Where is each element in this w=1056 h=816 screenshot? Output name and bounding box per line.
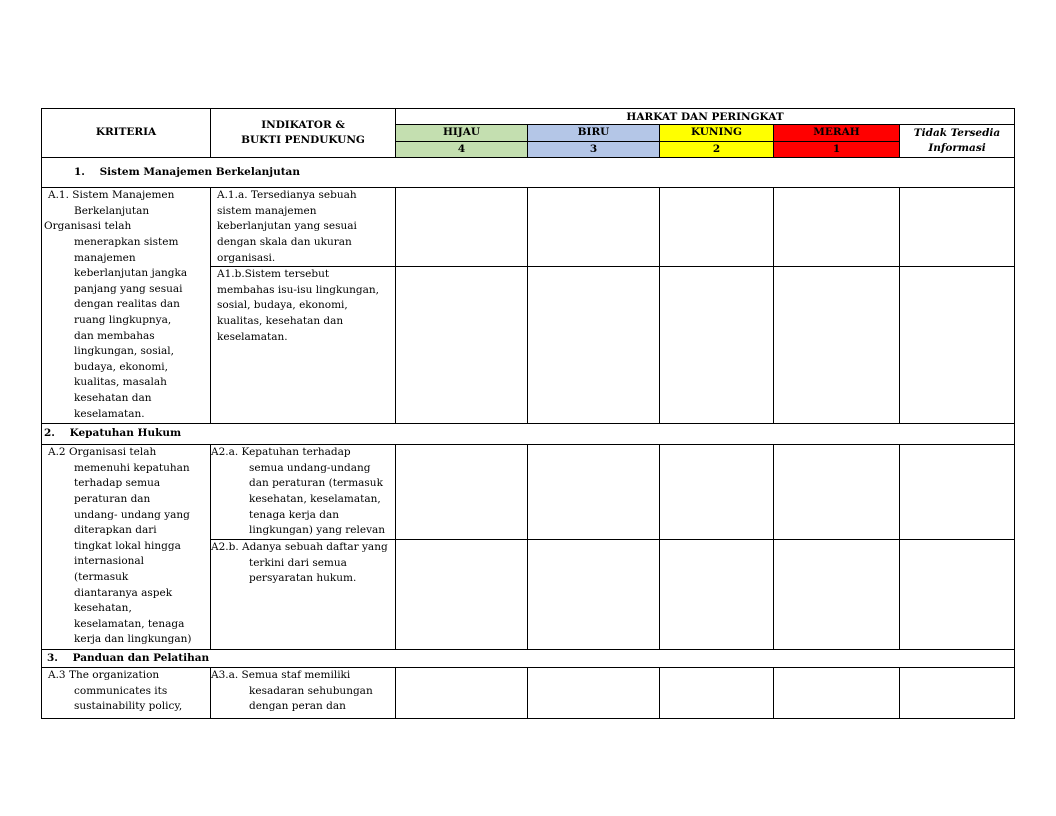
kriteria-a2	[42, 445, 211, 650]
indikator-a3a	[211, 668, 396, 719]
kriteria-a2-line: (termasuk	[74, 570, 129, 583]
kriteria-a2-line: kerja dan lingkungan)	[74, 633, 192, 646]
cell-tidak-a2a[interactable]	[900, 445, 1015, 540]
header-indikator-line2: BUKTI PENDUKUNG	[241, 134, 365, 147]
indikator-a1b	[211, 267, 396, 424]
kriteria-a1-line: ruang lingkupnya,	[74, 313, 172, 326]
section-1-number: 1.	[74, 165, 85, 178]
kriteria-a3	[42, 668, 211, 719]
indikator-line: keselamatan.	[217, 330, 288, 343]
cell-merah-a2a[interactable]	[774, 445, 900, 540]
tidak-line2: Informasi	[928, 142, 986, 155]
indikator-line: terkini dari semua	[249, 556, 347, 569]
kriteria-a2-line: tingkat lokal hingga	[74, 539, 181, 552]
level-biru: BIRU	[528, 125, 660, 142]
cell-biru-a2b[interactable]	[528, 540, 660, 650]
kriteria-a2-line: A.2 Organisasi telah	[48, 446, 157, 459]
kriteria-a3-line: sustainability policy,	[74, 700, 183, 713]
indikator-line: dan peraturan (termasuk	[249, 477, 383, 490]
kriteria-a1-line: Organisasi telah	[44, 220, 132, 233]
header-harkat: HARKAT DAN PERINGKAT	[396, 109, 1015, 125]
indikator-line: membahas isu-isu lingkungan,	[217, 283, 379, 296]
cell-biru-a3a[interactable]	[528, 668, 660, 719]
kriteria-a1-line: panjang yang sesuai	[74, 282, 183, 295]
cell-biru-a2a[interactable]	[528, 445, 660, 540]
cell-hijau-a1b[interactable]	[396, 267, 528, 424]
cell-hijau-a2b[interactable]	[396, 540, 528, 650]
kriteria-a1-line: keselamatan.	[74, 407, 145, 420]
header-indikator-line1: INDIKATOR &	[261, 118, 345, 131]
cell-tidak-a3a[interactable]	[900, 668, 1015, 719]
level-hijau: HIJAU	[396, 125, 528, 142]
kriteria-a1-line: manajemen	[74, 251, 136, 264]
indikator-line: kesehatan, keselamatan,	[249, 492, 381, 505]
cell-kuning-a1a[interactable]	[660, 188, 774, 267]
indikator-line: A3.a. Semua staf memiliki	[211, 669, 351, 682]
kriteria-a2-line: internasional	[74, 555, 145, 568]
indikator-line: lingkungan) yang relevan	[249, 524, 386, 537]
section-1	[42, 158, 1015, 188]
indikator-line: dengan peran dan	[249, 700, 346, 713]
score-merah: 1	[774, 141, 900, 158]
indikator-a1a	[211, 188, 396, 267]
cell-merah-a1b[interactable]	[774, 267, 900, 424]
cell-kuning-a3a[interactable]	[660, 668, 774, 719]
cell-hijau-a2a[interactable]	[396, 445, 528, 540]
kriteria-a1-line: A.1. Sistem Manajemen	[48, 189, 175, 202]
kriteria-a2-line: diterapkan dari	[74, 524, 157, 537]
indikator-line: dengan skala dan ukuran	[217, 235, 352, 248]
indikator-line: sosial, budaya, ekonomi,	[217, 299, 348, 312]
kriteria-a2-line: undang- undang yang	[74, 508, 190, 521]
indikator-line: A2.a. Kepatuhan terhadap	[211, 446, 351, 459]
indikator-line: kesadaran sehubungan	[249, 684, 373, 697]
indikator-line: A2.b. Adanya sebuah daftar yang	[211, 541, 388, 554]
kriteria-a3-line: A.3 The organization	[48, 669, 160, 682]
kriteria-a1-line: lingkungan, sosial,	[74, 345, 174, 358]
indikator-line: keberlanjutan yang sesuai	[217, 220, 357, 233]
indikator-line: organisasi.	[217, 251, 276, 264]
section-3-number: 3.	[47, 651, 58, 664]
cell-tidak-a1a[interactable]	[900, 188, 1015, 267]
header-tidak-tersedia	[900, 125, 1015, 158]
indikator-line: tenaga kerja dan	[249, 508, 339, 521]
header-indikator	[211, 109, 396, 158]
cell-kuning-a2a[interactable]	[660, 445, 774, 540]
indikator-line: A1.b.Sistem tersebut	[217, 268, 330, 281]
cell-kuning-a1b[interactable]	[660, 267, 774, 424]
cell-hijau-a1a[interactable]	[396, 188, 528, 267]
indikator-line: A.1.a. Tersedianya sebuah	[217, 189, 357, 202]
section-1-title: Sistem Manajemen Berkelanjutan	[99, 165, 300, 178]
kriteria-a2-line: kesehatan,	[74, 602, 132, 615]
indikator-line: persyaratan hukum.	[249, 572, 357, 585]
kriteria-a2-line: memenuhi kepatuhan	[74, 461, 190, 474]
level-merah: MERAH	[774, 125, 900, 142]
cell-tidak-a1b[interactable]	[900, 267, 1015, 424]
score-kuning: 2	[660, 141, 774, 158]
cell-biru-a1b[interactable]	[528, 267, 660, 424]
cell-hijau-a3a[interactable]	[396, 668, 528, 719]
kriteria-a1-line: dengan realitas dan	[74, 298, 180, 311]
kriteria-a2-line: diantaranya aspek	[74, 586, 173, 599]
section-2-number: 2.	[44, 427, 55, 440]
score-biru: 3	[528, 141, 660, 158]
kriteria-a1-line: kualitas, masalah	[74, 376, 167, 389]
kriteria-a1-line: budaya, ekonomi,	[74, 360, 168, 373]
cell-biru-a1a[interactable]	[528, 188, 660, 267]
level-kuning: KUNING	[660, 125, 774, 142]
assessment-table	[41, 108, 1015, 719]
kriteria-a1-line: menerapkan sistem	[74, 235, 179, 248]
kriteria-a1	[42, 188, 211, 424]
kriteria-a2-line: peraturan dan	[74, 492, 151, 505]
indikator-line: kualitas, kesehatan dan	[217, 314, 344, 327]
cell-merah-a2b[interactable]	[774, 540, 900, 650]
cell-kuning-a2b[interactable]	[660, 540, 774, 650]
kriteria-a2-line: terhadap semua	[74, 477, 161, 490]
kriteria-a3-line: communicates its	[74, 684, 168, 697]
kriteria-a1-line: dan membahas	[74, 329, 155, 342]
indikator-a2b	[211, 540, 396, 650]
section-3-title: Panduan dan Pelatihan	[72, 651, 210, 664]
score-hijau: 4	[396, 141, 528, 158]
kriteria-a1-line: kesehatan dan	[74, 391, 152, 404]
cell-tidak-a2b[interactable]	[900, 540, 1015, 650]
header-kriteria: KRITERIA	[42, 109, 211, 158]
kriteria-a1-line: keberlanjutan jangka	[74, 267, 188, 280]
section-3	[42, 650, 1015, 668]
indikator-line: sistem manajemen	[217, 204, 317, 217]
kriteria-a2-line: keselamatan, tenaga	[74, 617, 185, 630]
tidak-line1: Tidak Tersedia	[913, 126, 1001, 139]
cell-merah-a3a[interactable]	[774, 668, 900, 719]
kriteria-a1-line: Berkelanjutan	[74, 204, 150, 217]
indikator-a2a	[211, 445, 396, 540]
section-2-title: Kepatuhan Hukum	[69, 427, 182, 440]
section-2	[42, 424, 1015, 445]
indikator-line: semua undang-undang	[249, 461, 371, 474]
cell-merah-a1a[interactable]	[774, 188, 900, 267]
